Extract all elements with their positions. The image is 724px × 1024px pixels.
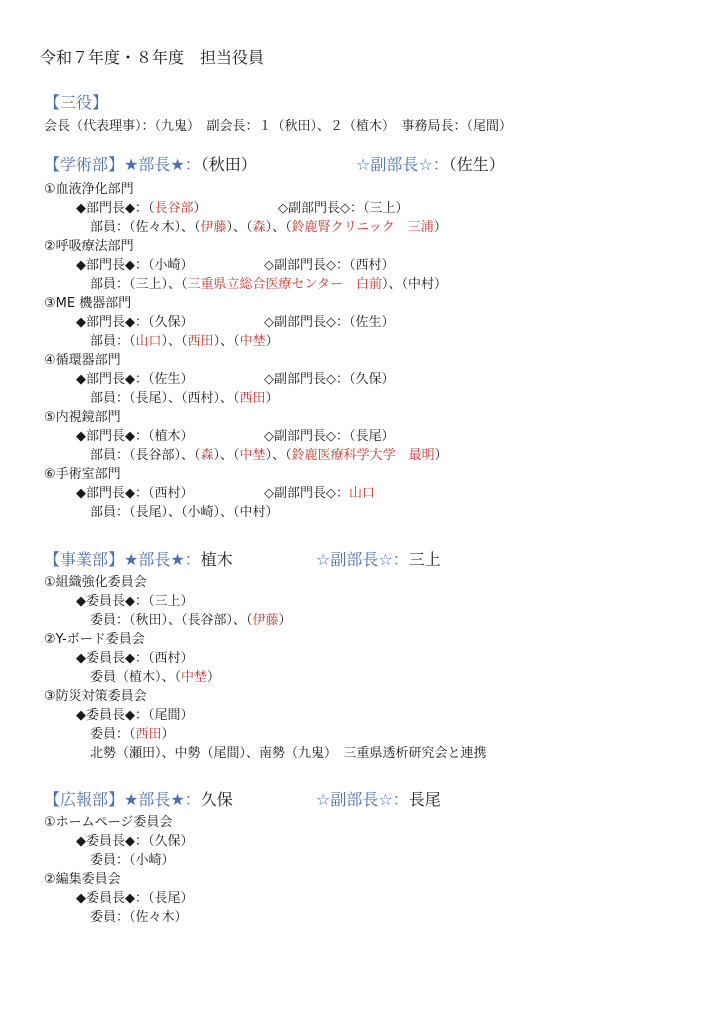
division-head: ◆部門長◆：（小崎） [76,258,194,273]
members-text: ） [433,220,447,235]
jigyo-head-label: ★部長★： [124,550,201,569]
members-text: 委員（植木）、（ [90,670,182,685]
committee-name: ①組織強化委員会 [44,575,147,590]
division-name: ④循環器部門 [44,353,121,368]
committee-name: ①ホームページ委員会 [44,815,173,830]
division-head: ◆部門長◆：（西村） [76,486,194,501]
division-vice: ◇副部門長◇：（西村） [264,258,395,273]
members-text: ） [265,391,279,406]
division-vice: ◇副部門長◇：（佐生） [264,315,395,330]
committee-members [90,669,220,686]
gakujutsu-heading: 【学術部】 [44,155,125,174]
member-name: 伊藤 [200,220,227,235]
members-text: 部員：（長谷部）、（ [90,448,201,463]
division-name: ③ME 機器部門 [44,296,132,311]
sanyaku-heading: 【三役】 [44,93,109,112]
division-members [90,276,447,293]
vice-name: 山口 [349,486,376,501]
koho-vice-header [316,790,441,810]
members-text: 部員：（長尾）、（西村）、（ [90,391,240,406]
committee-members [90,726,175,743]
division-name: ②呼吸療法部門 [44,239,134,254]
member-name: 西田 [187,334,214,349]
jigyo-heading: 【事業部】 [44,550,125,569]
gakujutsu-head-name: （秋田） [200,155,257,174]
koho-head-name: 久保 [200,790,233,809]
division-head [76,200,207,217]
committee-name: ③防災対策委員会 [44,689,147,704]
members-text: ）、（ [213,448,240,463]
members-text: ）、（ [161,334,188,349]
members-text: 委員：（ [90,727,136,742]
member-name: 中埜 [239,334,266,349]
division-members [90,390,279,407]
jigyo-vice-header [316,550,441,570]
division-vice: ◇副部門長◇：（長尾） [264,429,395,444]
division-vice: ◇副部門長◇：（三上） [278,201,409,216]
members-text: ）、（ [226,220,253,235]
koho-vice-name: 長尾 [408,790,441,809]
committee-regional-note: 北勢（瀬田）、中勢（尾間）、南勢（九鬼） 三重県透析研究会と連携 [90,746,487,761]
gakujutsu-head-label: ★部長★： [124,155,201,174]
koho-vice-label: ☆副部長☆： [316,790,409,809]
vice-text: ◇副部門長◇： [264,486,349,501]
member-name: 西田 [239,391,266,406]
member-name: 中埜 [181,670,208,685]
division-head: ◆部門長◆：（植木） [76,429,194,444]
members-text: ）、（中村） [382,277,448,292]
division-head-name: 長谷部 [154,201,194,216]
division-head: ◆部門長◆：（久保） [76,315,194,330]
jigyo-vice-name: 三上 [408,550,441,569]
division-members: 部員：（長尾）、（小崎）、（中村） [90,505,279,520]
members-text: ） [265,334,279,349]
members-text: 部員：（三上）、（ [90,277,188,292]
koho-heading: 【広報部】 [44,790,125,809]
member-name: 山口 [135,334,162,349]
gakujutsu-header [44,155,257,175]
committee-members [90,612,292,629]
members-text: 部員：（ [90,334,136,349]
members-text: ） [161,727,175,742]
members-text: ）、（ [213,334,240,349]
committee-chair: ◆委員長◆：（三上） [76,594,194,609]
committee-name: ②編集委員会 [44,872,121,887]
members-text: 委員：（秋田）、（長谷部）、（ [90,613,253,628]
division-members [90,333,279,350]
committee-chair: ◆委員長◆：（西村） [76,651,194,666]
division-name: ①血液浄化部門 [44,182,134,197]
member-name: 三重県立総合医療センター 白前 [187,277,382,292]
members-text: ） [434,448,448,463]
sanyaku-officers-line: 会長（代表理事）：（九鬼） 副会長：１（秋田）、２（植木） 事務局長：（尾間） [44,119,513,134]
division-name: ⑤内視鏡部門 [44,410,121,425]
committee-chair: ◆委員長◆：（久保） [76,834,194,849]
division-head: ◆部門長◆：（佐生） [76,372,194,387]
division-head-prefix: ◆部門長◆：（ [76,201,155,216]
committee-members: 委員：（佐々木） [90,910,188,925]
jigyo-head-name: 植木 [200,550,233,569]
division-vice [264,485,375,502]
division-name: ⑥手術室部門 [44,467,121,482]
members-text: 部員：（佐々木）、（ [90,220,201,235]
gakujutsu-vice-label: ☆副部長☆： [356,155,449,174]
gakujutsu-vice-name: （佐生） [448,155,505,174]
document-title: 令和７年度・８年度 担当役員 [40,48,265,67]
koho-head-label: ★部長★： [124,790,201,809]
committee-chair: ◆委員長◆：（長尾） [76,891,194,906]
koho-header [44,790,233,810]
members-text: ） [278,613,292,628]
member-name: 西田 [135,727,162,742]
members-text: ）、（ [265,220,292,235]
member-name: 鈴鹿腎クリニック 三浦 [291,220,434,235]
member-name: 中埜 [239,448,266,463]
committee-members: 委員：（小崎） [90,853,175,868]
gakujutsu-vice-header [356,155,505,175]
member-name: 伊藤 [252,613,279,628]
members-text: ）、（ [265,448,292,463]
members-text: ） [207,670,221,685]
jigyo-vice-label: ☆副部長☆： [316,550,409,569]
member-name: 森 [200,448,214,463]
division-vice: ◇副部門長◇：（久保） [264,372,395,387]
division-head-suffix: ） [193,201,207,216]
division-members [90,219,447,236]
jigyo-header [44,550,233,570]
committee-name: ②Y-ボード委員会 [44,632,145,647]
member-name: 鈴鹿医療科学大学 最明 [291,448,435,463]
member-name: 森 [252,220,266,235]
division-members [90,447,448,464]
committee-chair: ◆委員長◆：（尾間） [76,708,194,723]
